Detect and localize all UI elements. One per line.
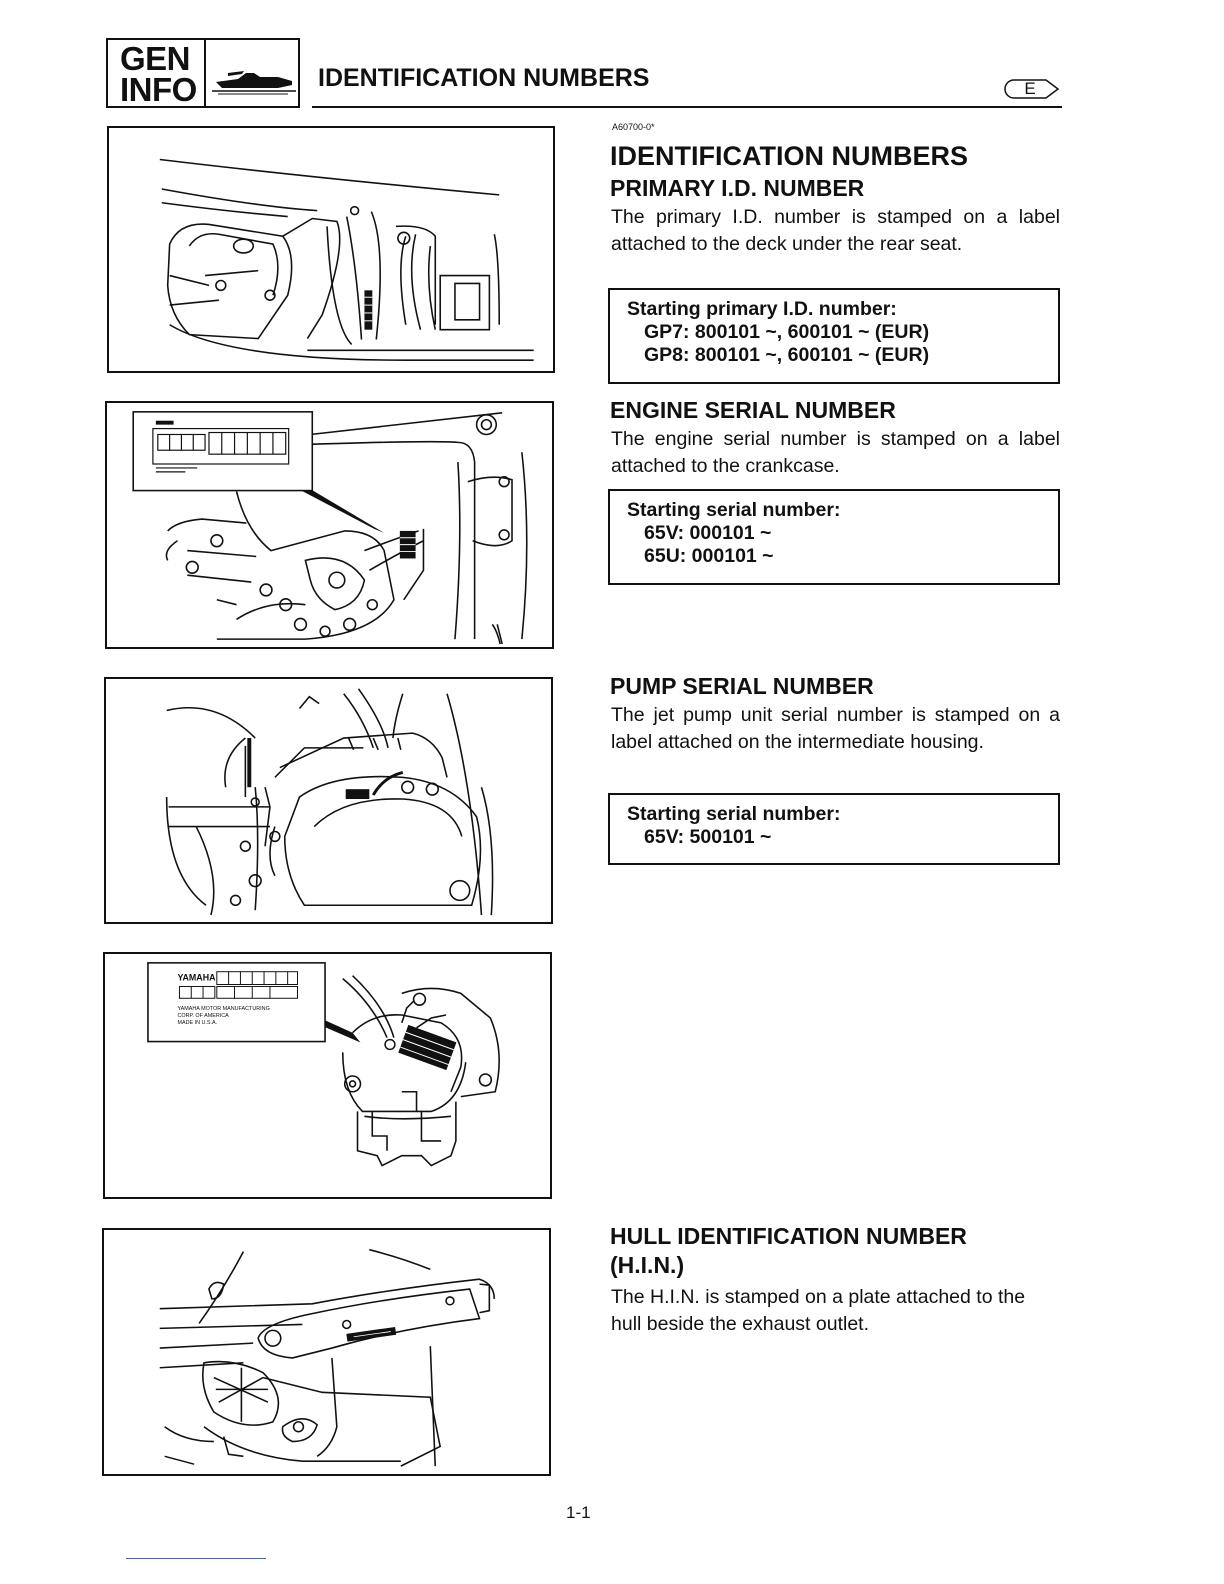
info-label: INFO bbox=[120, 71, 197, 108]
page-number: 1-1 bbox=[566, 1503, 591, 1522]
label-brand-text: YAMAHA bbox=[177, 972, 216, 983]
gen-label: GEN bbox=[120, 40, 191, 77]
spec-heading-primary-id: Starting primary I.D. number: bbox=[627, 298, 897, 320]
section-tab-gen-info bbox=[106, 38, 300, 108]
page-title: IDENTIFICATION NUMBERS bbox=[610, 141, 968, 171]
paragraph-pump-serial: The jet pump unit serial number is stamped on a label attached on the intermediate housing. bbox=[611, 704, 1060, 753]
label-line-1: YAMAHA MOTOR MANUFACTURING bbox=[177, 1006, 270, 1013]
figure-engine-serial-location bbox=[105, 401, 554, 649]
heading-hin-abbreviation: (H.I.N.) bbox=[610, 1252, 685, 1278]
deck-illustration bbox=[109, 128, 553, 371]
gen-info-label bbox=[108, 40, 206, 106]
spec-heading-engine-serial: Starting serial number: bbox=[627, 499, 841, 521]
spec-line-gp7: GP7: 800101 ~, 600101 ~ (EUR) bbox=[644, 321, 930, 343]
jet-pump-illustration bbox=[105, 954, 550, 1197]
header-title: IDENTIFICATION NUMBERS bbox=[318, 64, 650, 92]
label-line-3: MADE IN U.S.A. bbox=[177, 1019, 218, 1026]
heading-hull-identification-number: HULL IDENTIFICATION NUMBER bbox=[610, 1223, 967, 1249]
paragraph-primary-id: The primary I.D. number is stamped on a label attached to the deck under the rear seat. bbox=[611, 206, 1060, 255]
pump-illustration bbox=[106, 679, 551, 922]
figure-hull-id-location bbox=[102, 1228, 551, 1476]
figure-pump-label-detail bbox=[103, 952, 552, 1199]
document-code-reference: A60700-0* bbox=[612, 122, 655, 132]
spec-line-65v-engine: 65V: 000101 ~ bbox=[644, 522, 772, 544]
spec-line-65v-pump: 65V: 500101 ~ bbox=[644, 826, 772, 848]
paragraph-hull-id: The H.I.N. is stamped on a plate attached to the hull beside the exhaust outlet. bbox=[611, 1286, 1026, 1335]
spec-box-engine-serial bbox=[608, 489, 1060, 585]
spec-box-primary-id bbox=[608, 288, 1060, 384]
heading-engine-serial-number: ENGINE SERIAL NUMBER bbox=[610, 397, 896, 423]
bottom-divider bbox=[126, 1558, 266, 1559]
heading-pump-serial-number: PUMP SERIAL NUMBER bbox=[610, 673, 874, 699]
spec-line-gp8: GP8: 800101 ~, 600101 ~ (EUR) bbox=[644, 344, 930, 366]
language-badge-label: E bbox=[1024, 79, 1036, 98]
paragraph-engine-serial: The engine serial number is stamped on a label attached to the crankcase. bbox=[611, 428, 1060, 477]
figure-pump-serial-location bbox=[104, 677, 553, 924]
heading-primary-id-number: PRIMARY I.D. NUMBER bbox=[610, 175, 865, 201]
figure-primary-id-location bbox=[107, 126, 555, 373]
engine-illustration bbox=[107, 403, 552, 647]
hull-illustration bbox=[104, 1230, 549, 1474]
spec-line-65u-engine: 65U: 000101 ~ bbox=[644, 545, 774, 567]
watercraft-icon bbox=[208, 46, 298, 102]
header-divider bbox=[312, 106, 1062, 108]
spec-box-pump-serial bbox=[608, 793, 1060, 865]
label-line-2: CORP. OF AMERICA bbox=[177, 1012, 229, 1019]
spec-heading-pump-serial: Starting serial number: bbox=[627, 803, 841, 825]
